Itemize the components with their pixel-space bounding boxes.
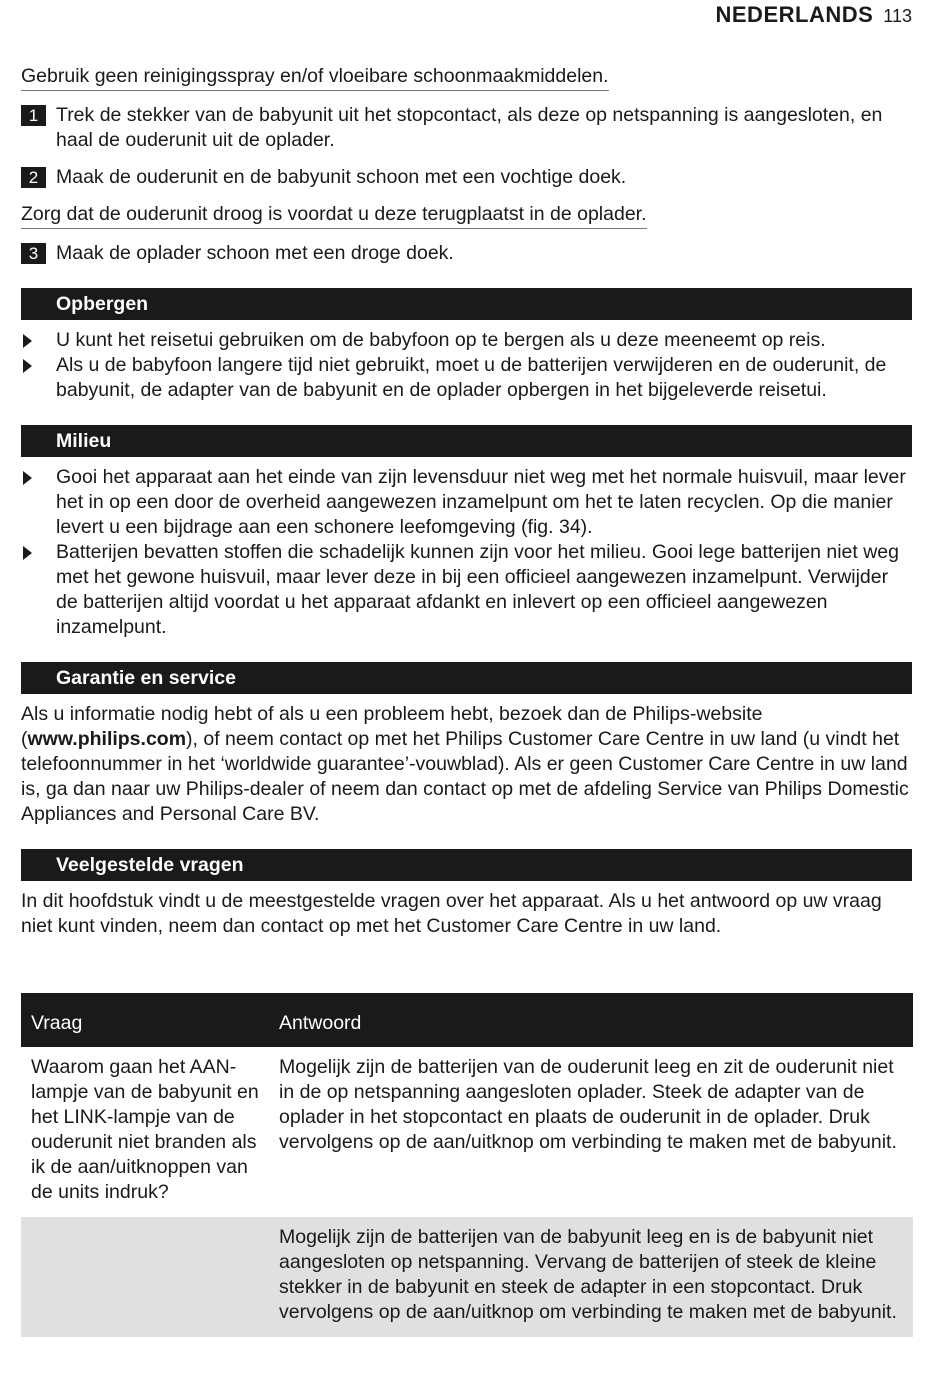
cleaning-note-2: Zorg dat de ouderunit droog is voordat u deze terugplaatst in de oplader. xyxy=(21,202,647,229)
bullet-icon xyxy=(23,359,32,373)
website-link[interactable]: www.philips.com xyxy=(27,728,187,750)
cleaning-section xyxy=(21,64,912,266)
cleaning-note-1: Gebruik geen reinigingsspray en/of vloeibare schoonmaakmiddelen. xyxy=(21,64,609,91)
list-item: U kunt het reisetui gebruiken om de babyfoon op te bergen als u deze meeneemt op reis. xyxy=(21,328,912,353)
step-text: Trek de stekker van de babyunit uit het stopcontact, als deze op netspanning is aangesloten, en haal de ouderunit uit de oplader. xyxy=(56,104,883,151)
language-label: NEDERLANDS xyxy=(715,2,874,27)
faq-intro: In dit hoofdstuk vindt u de meestgestelde vragen over het apparaat. Als u het antwoord op uw vraag niet kunt vinden, neem dan contact op met het Customer Care Centre in uw land. xyxy=(21,890,882,937)
question-cell xyxy=(21,1217,269,1337)
bullet-icon xyxy=(23,334,32,348)
guarantee-paragraph: Als u informatie nodig hebt of als u een probleem hebt, bezoek dan de Philips-website (www.philips.com), of neem contact op met het Philips Customer Care Centre in uw land (u vindt het telefoonnummer in het ‘worldwide guarantee’-vouwblad). Als er geen Customer Care Centre in uw land is, ga dan naar uw Philips-dealer of neem dan contact op met de afdeling Service van Philips Domestic Appliances and Personal Care BV. xyxy=(21,703,909,825)
section-heading-storage: Opbergen xyxy=(21,288,912,320)
page-number: 113 xyxy=(883,6,912,26)
cleaning-step-3 xyxy=(21,241,912,266)
section-heading-faq: Veelgestelde vragen xyxy=(21,849,912,881)
step-text: Maak de oplader schoon met een droge doek. xyxy=(56,242,454,264)
table-row xyxy=(21,1217,913,1337)
question-cell: Waarom gaan het AAN-lampje van de babyunit en het LINK-lampje van de ouderunit niet branden als ik de aan/uitknoppen van de units indruk? xyxy=(31,1056,259,1203)
step-number-badge: 3 xyxy=(21,243,46,264)
section-heading-environment: Milieu xyxy=(21,425,912,457)
page-header xyxy=(716,2,913,28)
list-item: Als u de babyfoon langere tijd niet gebruikt, moet u de batterijen verwijderen en de ouderunit, de babyunit, de adapter van de babyunit en de oplader opbergen in het bijgeleverde reisetui. xyxy=(21,353,912,403)
cleaning-step-2 xyxy=(21,165,912,190)
environment-list xyxy=(21,465,912,640)
step-number-badge: 1 xyxy=(21,105,46,126)
table-row xyxy=(21,1047,913,1217)
column-header-answer: Antwoord xyxy=(269,993,913,1047)
answer-cell: Mogelijk zijn de batterijen van de babyunit leeg en is de babyunit niet aangesloten op netspanning. Vervang de batterijen of steek de kleine stekker in de babyunit en steek de adapter in een stopcontact. Druk vervolgens op de aan/uitknop om verbinding te maken met de babyunit. xyxy=(269,1217,913,1337)
step-number-badge: 2 xyxy=(21,167,46,188)
bullet-icon xyxy=(23,471,32,485)
storage-list xyxy=(21,328,912,403)
bullet-icon xyxy=(23,546,32,560)
faq-table xyxy=(21,993,913,1337)
column-header-question: Vraag xyxy=(21,993,269,1047)
answer-cell: Mogelijk zijn de batterijen van de ouderunit leeg en zit de ouderunit niet in de op netspanning aangesloten oplader. Steek de adapter van de oplader in het stopcontact en plaats de ouderunit in de oplader. Druk vervolgens op de aan/uitknop om verbinding te maken met de babyunit. xyxy=(279,1056,897,1153)
main-content xyxy=(21,64,912,939)
list-item: Gooi het apparaat aan het einde van zijn levensduur niet weg met het normale huisvuil, maar lever het in op een door de overheid aangewezen inzamelpunt om het te laten recyclen. Op die manier levert u een bijdrage aan een schonere leefomgeving (fig. 34). xyxy=(21,465,912,540)
table-header-row xyxy=(21,993,913,1047)
step-text: Maak de ouderunit en de babyunit schoon met een vochtige doek. xyxy=(56,166,627,188)
list-item: Batterijen bevatten stoffen die schadelijk kunnen zijn voor het milieu. Gooi lege batterijen niet weg met het gewone huisvuil, maar lever deze in bij een officieel aangewezen inzamelpunt. Verwijder de batterijen altijd voordat u het apparaat afdankt en inlevert op een officieel aangewezen inzamelpunt. xyxy=(21,540,912,640)
section-heading-guarantee: Garantie en service xyxy=(21,662,912,694)
cleaning-step-1 xyxy=(21,103,912,153)
